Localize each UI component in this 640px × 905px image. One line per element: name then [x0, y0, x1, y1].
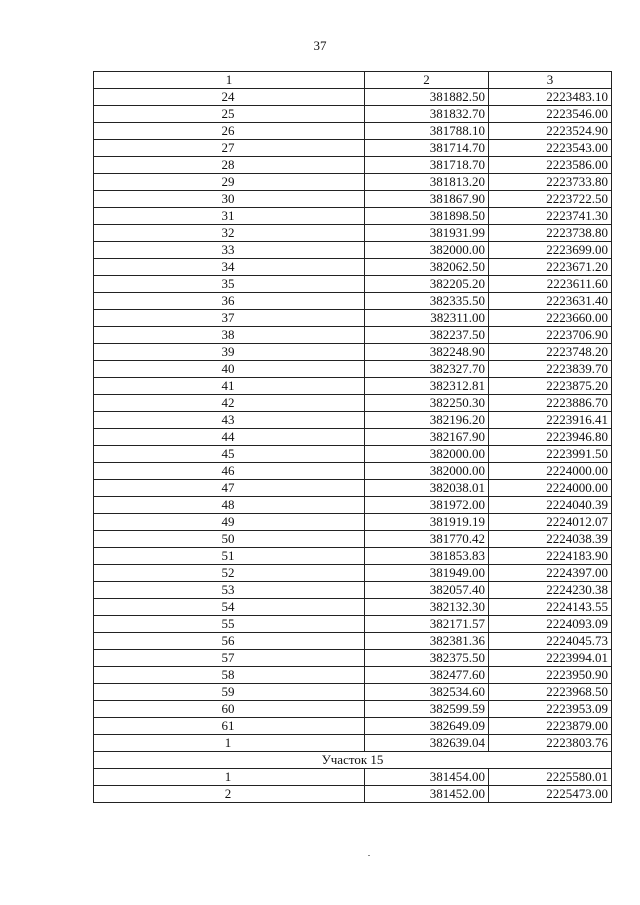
point-number-cell: 49 — [94, 514, 365, 531]
coordinate-y-cell: 2225473.00 — [489, 786, 612, 803]
table-row — [94, 633, 612, 650]
column-header-1: 1 — [94, 72, 365, 89]
coordinate-y-cell: 2223879.00 — [489, 718, 612, 735]
table-row — [94, 174, 612, 191]
coordinate-y-cell: 2223748.20 — [489, 344, 612, 361]
table-row — [94, 310, 612, 327]
table-row — [94, 599, 612, 616]
point-number-cell: 33 — [94, 242, 365, 259]
coordinate-y-cell: 2223839.70 — [489, 361, 612, 378]
coordinate-x-cell: 381931.99 — [365, 225, 489, 242]
coordinate-y-cell: 2223886.70 — [489, 395, 612, 412]
coordinate-y-cell: 2223660.00 — [489, 310, 612, 327]
table-row — [94, 89, 612, 106]
point-number-cell: 54 — [94, 599, 365, 616]
table-row — [94, 327, 612, 344]
table-row — [94, 718, 612, 735]
point-number-cell: 61 — [94, 718, 365, 735]
point-number-cell: 42 — [94, 395, 365, 412]
point-number-cell: 60 — [94, 701, 365, 718]
table-row — [94, 650, 612, 667]
point-number-cell: 35 — [94, 276, 365, 293]
coordinate-x-cell: 381718.70 — [365, 157, 489, 174]
table-row — [94, 361, 612, 378]
coordinate-y-cell: 2223483.10 — [489, 89, 612, 106]
coordinate-x-cell: 382000.00 — [365, 446, 489, 463]
table-row — [94, 242, 612, 259]
coordinate-x-cell: 382171.57 — [365, 616, 489, 633]
coordinate-y-cell: 2223546.00 — [489, 106, 612, 123]
point-number-cell: 32 — [94, 225, 365, 242]
coordinate-y-cell: 2224183.90 — [489, 548, 612, 565]
column-header-2: 2 — [365, 72, 489, 89]
table-row — [94, 293, 612, 310]
coordinates-table-body — [94, 72, 612, 803]
table-row — [94, 446, 612, 463]
coordinate-y-cell: 2223946.80 — [489, 429, 612, 446]
table-row — [94, 157, 612, 174]
coordinate-y-cell: 2223875.20 — [489, 378, 612, 395]
coordinate-y-cell: 2223991.50 — [489, 446, 612, 463]
coordinate-y-cell: 2224038.39 — [489, 531, 612, 548]
coordinate-y-cell: 2223741.30 — [489, 208, 612, 225]
table-row — [94, 395, 612, 412]
coordinate-y-cell: 2223916.41 — [489, 412, 612, 429]
point-number-cell: 38 — [94, 327, 365, 344]
table-row — [94, 514, 612, 531]
point-number-cell: 36 — [94, 293, 365, 310]
coordinate-x-cell: 381867.90 — [365, 191, 489, 208]
coordinate-y-cell: 2223953.09 — [489, 701, 612, 718]
point-number-cell: 55 — [94, 616, 365, 633]
point-number-cell: 1 — [94, 769, 365, 786]
table-row — [94, 412, 612, 429]
point-number-cell: 25 — [94, 106, 365, 123]
coordinate-x-cell: 381832.70 — [365, 106, 489, 123]
coordinate-x-cell: 382167.90 — [365, 429, 489, 446]
scan-speck — [368, 855, 370, 856]
coordinate-y-cell: 2223543.00 — [489, 140, 612, 157]
table-row — [94, 769, 612, 786]
coordinate-y-cell: 2224012.07 — [489, 514, 612, 531]
coordinate-x-cell: 382237.50 — [365, 327, 489, 344]
coordinate-x-cell: 381898.50 — [365, 208, 489, 225]
point-number-cell: 39 — [94, 344, 365, 361]
column-header-3: 3 — [489, 72, 612, 89]
coordinate-y-cell: 2224397.00 — [489, 565, 612, 582]
point-number-cell: 56 — [94, 633, 365, 650]
coordinate-y-cell: 2224000.00 — [489, 463, 612, 480]
point-number-cell: 44 — [94, 429, 365, 446]
coordinate-x-cell: 382038.01 — [365, 480, 489, 497]
point-number-cell: 46 — [94, 463, 365, 480]
point-number-cell: 57 — [94, 650, 365, 667]
point-number-cell: 2 — [94, 786, 365, 803]
coordinate-y-cell: 2224040.39 — [489, 497, 612, 514]
coordinate-x-cell: 382250.30 — [365, 395, 489, 412]
coordinate-y-cell: 2223968.50 — [489, 684, 612, 701]
coordinate-x-cell: 382057.40 — [365, 582, 489, 599]
point-number-cell: 26 — [94, 123, 365, 140]
coordinate-x-cell: 382312.81 — [365, 378, 489, 395]
table-header-row — [94, 72, 612, 89]
point-number-cell: 45 — [94, 446, 365, 463]
coordinate-x-cell: 382196.20 — [365, 412, 489, 429]
table-row — [94, 378, 612, 395]
coordinate-x-cell: 382477.60 — [365, 667, 489, 684]
coordinate-x-cell: 381452.00 — [365, 786, 489, 803]
coordinate-x-cell: 382205.20 — [365, 276, 489, 293]
point-number-cell: 47 — [94, 480, 365, 497]
point-number-cell: 48 — [94, 497, 365, 514]
table-row — [94, 531, 612, 548]
table-row — [94, 106, 612, 123]
table-row — [94, 259, 612, 276]
point-number-cell: 24 — [94, 89, 365, 106]
coordinate-y-cell: 2224143.55 — [489, 599, 612, 616]
table-row — [94, 140, 612, 157]
table-row — [94, 123, 612, 140]
page-number: 37 — [313, 38, 327, 53]
section-title: Участок 15 — [94, 752, 612, 769]
point-number-cell: 27 — [94, 140, 365, 157]
coordinate-y-cell: 2223803.76 — [489, 735, 612, 752]
point-number-cell: 52 — [94, 565, 365, 582]
coordinate-x-cell: 381788.10 — [365, 123, 489, 140]
table-row — [94, 208, 612, 225]
coordinate-y-cell: 2223738.80 — [489, 225, 612, 242]
coordinate-x-cell: 381853.83 — [365, 548, 489, 565]
coordinate-y-cell: 2223524.90 — [489, 123, 612, 140]
point-number-cell: 40 — [94, 361, 365, 378]
table-row — [94, 565, 612, 582]
point-number-cell: 29 — [94, 174, 365, 191]
coordinate-x-cell: 382062.50 — [365, 259, 489, 276]
coordinate-x-cell: 382375.50 — [365, 650, 489, 667]
coordinate-x-cell: 382534.60 — [365, 684, 489, 701]
point-number-cell: 37 — [94, 310, 365, 327]
coordinate-x-cell: 382311.00 — [365, 310, 489, 327]
coordinate-x-cell: 381949.00 — [365, 565, 489, 582]
coordinate-x-cell: 382639.04 — [365, 735, 489, 752]
coordinate-x-cell: 382327.70 — [365, 361, 489, 378]
point-number-cell: 58 — [94, 667, 365, 684]
coordinate-x-cell: 381972.00 — [365, 497, 489, 514]
coordinate-y-cell: 2223631.40 — [489, 293, 612, 310]
coordinate-x-cell: 381813.20 — [365, 174, 489, 191]
table-row — [94, 616, 612, 633]
coordinate-x-cell: 381714.70 — [365, 140, 489, 157]
coordinate-x-cell: 382132.30 — [365, 599, 489, 616]
table-row — [94, 497, 612, 514]
table-row — [94, 344, 612, 361]
table-row — [94, 548, 612, 565]
table-row — [94, 276, 612, 293]
coordinate-x-cell: 382000.00 — [365, 463, 489, 480]
coordinate-x-cell: 381454.00 — [365, 769, 489, 786]
coordinate-x-cell: 382335.50 — [365, 293, 489, 310]
table-row — [94, 786, 612, 803]
coordinate-x-cell: 382248.90 — [365, 344, 489, 361]
table-row — [94, 701, 612, 718]
table-row — [94, 225, 612, 242]
table-row — [94, 667, 612, 684]
point-number-cell: 50 — [94, 531, 365, 548]
coordinate-y-cell: 2224000.00 — [489, 480, 612, 497]
section-heading-row — [94, 752, 612, 769]
point-number-cell: 51 — [94, 548, 365, 565]
coordinate-y-cell: 2223733.80 — [489, 174, 612, 191]
coordinate-x-cell: 382381.36 — [365, 633, 489, 650]
coordinate-y-cell: 2223722.50 — [489, 191, 612, 208]
coordinate-y-cell: 2223994.01 — [489, 650, 612, 667]
table-row — [94, 191, 612, 208]
coordinate-y-cell: 2223586.00 — [489, 157, 612, 174]
point-number-cell: 41 — [94, 378, 365, 395]
table-row — [94, 480, 612, 497]
point-number-cell: 1 — [94, 735, 365, 752]
point-number-cell: 53 — [94, 582, 365, 599]
coordinate-x-cell: 382649.09 — [365, 718, 489, 735]
coordinate-y-cell: 2223699.00 — [489, 242, 612, 259]
coordinate-x-cell: 381770.42 — [365, 531, 489, 548]
coordinates-table — [93, 71, 612, 803]
coordinate-x-cell: 382000.00 — [365, 242, 489, 259]
coordinate-x-cell: 381919.19 — [365, 514, 489, 531]
point-number-cell: 59 — [94, 684, 365, 701]
coordinate-y-cell: 2225580.01 — [489, 769, 612, 786]
coordinate-y-cell: 2224230.38 — [489, 582, 612, 599]
coordinate-x-cell: 381882.50 — [365, 89, 489, 106]
point-number-cell: 28 — [94, 157, 365, 174]
table-row — [94, 463, 612, 480]
point-number-cell: 31 — [94, 208, 365, 225]
table-row — [94, 684, 612, 701]
coordinate-x-cell: 382599.59 — [365, 701, 489, 718]
point-number-cell: 43 — [94, 412, 365, 429]
point-number-cell: 30 — [94, 191, 365, 208]
coordinate-y-cell: 2223671.20 — [489, 259, 612, 276]
table-row — [94, 735, 612, 752]
point-number-cell: 34 — [94, 259, 365, 276]
coordinate-y-cell: 2223950.90 — [489, 667, 612, 684]
table-row — [94, 429, 612, 446]
coordinate-y-cell: 2223706.90 — [489, 327, 612, 344]
coordinate-y-cell: 2224093.09 — [489, 616, 612, 633]
table-row — [94, 582, 612, 599]
coordinate-y-cell: 2223611.60 — [489, 276, 612, 293]
coordinate-y-cell: 2224045.73 — [489, 633, 612, 650]
